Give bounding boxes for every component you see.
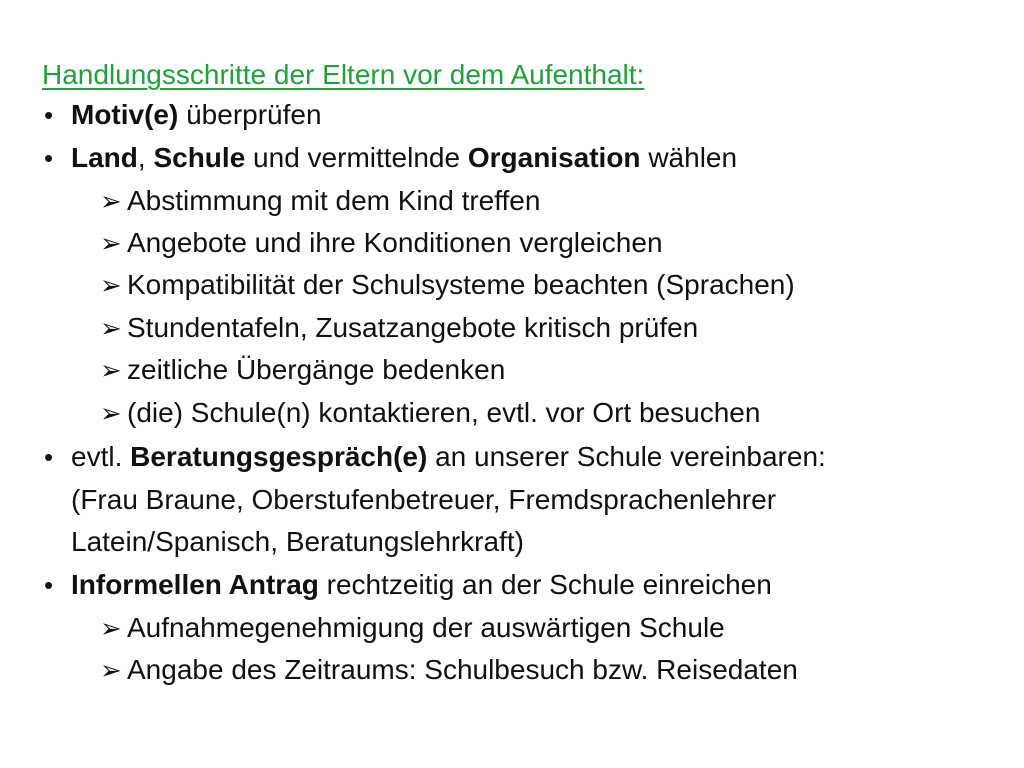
text: rechtzeitig an der Schule einreichen	[318, 569, 772, 600]
bullet-beratung-continuation: Latein/Spanisch, Beratungslehrkraft)	[71, 526, 524, 557]
bullet-dot-icon: •	[44, 100, 54, 130]
bullet-dot-icon: •	[44, 143, 54, 173]
arrow-bullet-icon: ➢	[100, 270, 122, 300]
sub-item: Angebote und ihre Konditionen vergleichen	[127, 227, 663, 258]
sub-item: zeitliche Übergänge bedenken	[127, 354, 506, 385]
bold-text: Schule	[153, 142, 246, 173]
bullet-dot-icon: •	[44, 570, 54, 600]
arrow-bullet-icon: ➢	[100, 313, 122, 343]
text: evtl.	[71, 441, 131, 472]
bold-text: Motiv(e)	[71, 99, 179, 130]
arrow-bullet-icon: ➢	[100, 398, 122, 428]
bullet-dot-icon: •	[44, 442, 54, 472]
bold-text: Land	[71, 142, 138, 173]
bullet-land-schule	[71, 137, 737, 179]
bullet-beratung-continuation: (Frau Braune, Oberstufenbetreuer, Fremdsprachenlehrer	[71, 484, 777, 515]
arrow-bullet-icon: ➢	[100, 613, 122, 643]
sub-item: (die) Schule(n) kontaktieren, evtl. vor Ort besuchen	[127, 397, 761, 428]
bullet-antrag	[71, 564, 772, 606]
bullet-motiv	[71, 94, 322, 136]
bold-text: Organisation	[467, 142, 641, 173]
arrow-bullet-icon: ➢	[100, 228, 122, 258]
sub-item: Stundentafeln, Zusatzangebote kritisch prüfen	[127, 312, 699, 343]
arrow-bullet-icon: ➢	[100, 186, 122, 216]
bullet-beratung	[71, 436, 826, 478]
sub-item: Abstimmung mit dem Kind treffen	[127, 185, 541, 216]
sub-item: Aufnahmegenehmigung der auswärtigen Schule	[127, 612, 725, 643]
bold-text: Informellen Antrag	[71, 569, 319, 600]
sub-item: Angabe des Zeitraums: Schulbesuch bzw. Reisedaten	[127, 654, 798, 685]
arrow-bullet-icon: ➢	[100, 355, 122, 385]
slide-heading: Handlungsschritte der Eltern vor dem Aufenthalt:	[42, 59, 645, 90]
sub-item: Kompatibilität der Schulsysteme beachten (Sprachen)	[127, 269, 795, 300]
text: überprüfen	[178, 99, 322, 130]
text: an unserer Schule vereinbaren:	[427, 441, 826, 472]
text: wählen	[640, 142, 738, 173]
bold-text: Beratungsgespräch(e)	[130, 441, 428, 472]
text: und vermittelnde	[245, 142, 468, 173]
arrow-bullet-icon: ➢	[100, 655, 122, 685]
text: ,	[137, 142, 154, 173]
